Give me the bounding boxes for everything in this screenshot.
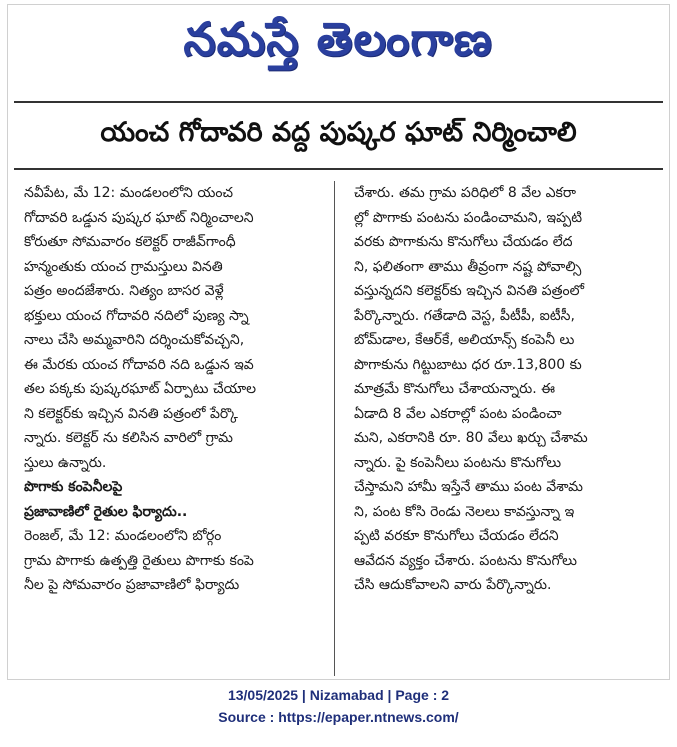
- right-column: [354, 181, 650, 598]
- right-line: వరకు పొగాకును కొనుగోలు చేయడం లేద: [354, 234, 573, 250]
- left-column: [24, 181, 320, 598]
- right-line: ఏడాది 8 వేల ఎకరాల్లో పంట పండించా: [354, 405, 562, 422]
- left-line: ఈ మేరకు యంచ గోదావరి నది ఒడ్డున ఇవ: [24, 356, 254, 373]
- left-line: గోదావరి ఒడ్డున పుష్కర ఘాట్ నిర్మించాలని: [24, 209, 254, 226]
- right-line: వస్తున్నదని కలెక్టర్‌కు ఇచ్చిన వినతి పత్రంలో: [354, 283, 585, 299]
- left-line: స్తులు ఉన్నారు.: [24, 454, 107, 471]
- left-line: తల పక్కకు పుష్కరఘాట్ ఏర్పాటు చేయాల: [24, 381, 257, 397]
- left-line: భక్తులు యంచ గోదావరి నదిలో పుణ్య స్నా: [24, 307, 249, 324]
- left-line: రెంజల్, మే 12: మండలంలోని బోర్గం: [24, 528, 222, 544]
- footer-date-line: 13/05/2025 | Nizamabad | Page : 2: [227, 687, 450, 703]
- left-line: నీల పై సోమవారం ప్రజావాణిలో ఫిర్యాదు: [24, 577, 240, 593]
- left-line: కోరుతూ సోమవారం కలెక్టర్ రాజీవ్‌గాంధీ: [24, 234, 236, 250]
- subheading-2: ప్రజావాణిలో రైతుల ఫిర్యాదు..: [24, 503, 188, 520]
- left-line: గ్రామ పొగాకు ఉత్పత్తి రైతులు పొగాకు కంపె: [24, 552, 254, 569]
- newspaper-masthead: నమస్తే తెలంగాణ: [183, 12, 493, 66]
- right-line: చేశారు. తమ గ్రామ పరిధిలో 8 వేల ఎకరా: [354, 185, 576, 201]
- article-headline: యంచ గోదావరి వద్ద పుష్కర ఘాట్ నిర్మించాలి: [100, 117, 577, 148]
- right-line: చేసి ఆదుకోవాలని వారు పేర్కొన్నారు.: [354, 577, 552, 593]
- left-line: ని కలెక్టర్‌కు ఇచ్చిన వినతి పత్రంలో పేర్కొ: [24, 405, 238, 422]
- right-line: న్నారు. పై కంపెనీలు పంటను కొనుగోలు: [354, 454, 562, 471]
- right-line: ల్లో పొగాకు పంటను పండించామని, ఇప్పటి: [354, 209, 583, 226]
- column-divider: [334, 181, 335, 676]
- right-line: బోమ్‌డాల, కేఆర్‌కే, అలియాన్స్ కంపెనీ లు: [354, 332, 575, 348]
- left-line: పత్రం అందజేశారు. నిత్యం బాసర వెళ్లే: [24, 283, 224, 299]
- left-line: హన్మంతుకు యంచ గ్రామస్తులు వినతి: [24, 258, 223, 275]
- right-line: మాత్రమే కొనుగోలు చేశాయన్నారు. ఈ: [354, 381, 556, 397]
- right-line: ఆవేదన వ్యక్తం చేశారు. పంటను కొనుగోలు: [354, 552, 577, 569]
- right-line: ప్పటి వరకూ కొనుగోలు చేయడం లేదని: [354, 528, 559, 544]
- right-line: పేర్కొన్నారు. గతేడాది వెస్ట, పీటీపీ, ఐటీసీ,: [354, 307, 575, 324]
- footer-source-line: Source : https://epaper.ntnews.com/: [218, 709, 459, 725]
- news-clipping: [7, 4, 670, 680]
- subheading-1: పొగాకు కంపెనీలపై: [24, 479, 123, 495]
- left-line: న్నారు. కలెక్టర్ ను కలిసిన వారిలో గ్రామ: [24, 430, 233, 446]
- right-line: ని, ఫలితంగా తాము తీవ్రంగా నష్ట పోవాల్సి: [354, 258, 582, 275]
- left-line: నాలు చేసి అమ్మవారిని దర్శించుకోవచ్చని,: [24, 332, 245, 348]
- right-line: చేస్తామని హామీ ఇస్తేనే తాము పంట వేశామ: [354, 479, 583, 495]
- left-line: నవీపేట, మే 12: మండలంలోని యంచ: [24, 185, 234, 201]
- right-line: ని, పంట కోసి రెండు నెలలు కావస్తున్నా ఇ: [354, 503, 575, 520]
- right-line: మని, ఎకరానికి రూ. 80 వేలు ఖర్చు చేశామ: [354, 430, 588, 446]
- headline-bottom-rule: [14, 168, 663, 170]
- headline-top-rule: [14, 101, 663, 103]
- right-line: పొగాకును గిట్టుబాటు ధర రూ.13,800 కు: [354, 356, 582, 373]
